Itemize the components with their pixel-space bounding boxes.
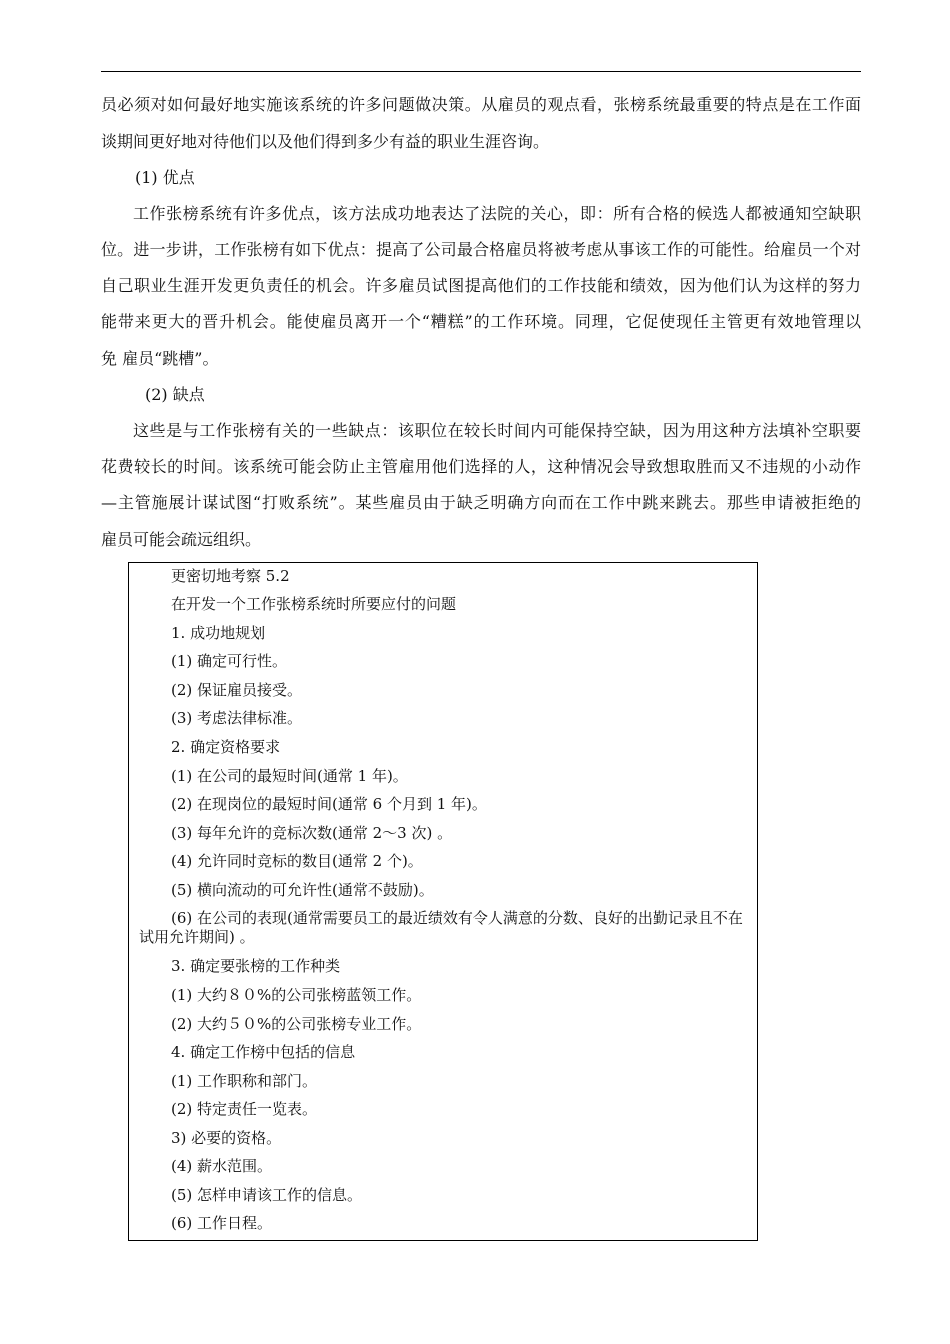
paragraph-line: 位。进一步讲，工作张榜有如下优点：提高了公司最合格雇员将被考虑从事该工作的可能性。给雇员一个对 — [101, 240, 861, 259]
paragraph-line: 能带来更大的晋升机会。能使雇员离开一个“糟糕”的工作环境。同理，它促使现任主管更有效地管理以 — [101, 312, 861, 331]
paragraph-line: 工作张榜系统有许多优点，该方法成功地表达了法院的关心，即：所有合格的候选人都被通知空缺职 — [133, 204, 861, 223]
paragraph-line: —主管施展计谋试图“打败系统”。某些雇员由于缺乏明确方向而在工作中跳来跳去。那些申请被拒绝的 — [101, 493, 861, 512]
box-list-item: (1) 大约８０%的公司张榜蓝领工作。 — [171, 986, 422, 1004]
paragraph-line: 自己职业生涯开发更负责任的机会。许多雇员试图提高他们的工作技能和绩效，因为他们认为这样的努力 — [101, 276, 861, 295]
box-subtitle: 在开发一个工作张榜系统时所要应付的问题 — [171, 595, 457, 613]
paragraph-line: 雇员可能会疏远组织。 — [101, 530, 262, 549]
paragraph-line: 员必须对如何最好地实施该系统的许多问题做决策。从雇员的观点看，张榜系统最重要的特点是在工作面 — [101, 95, 861, 114]
box-list-item: (3) 考虑法律标准。 — [171, 709, 303, 727]
box-section-heading: 1. 成功地规划 — [171, 624, 266, 642]
box-list-item: (4) 薪水范围。 — [171, 1157, 273, 1175]
box-list-item: (5) 横向流动的可允许性(通常不鼓励)。 — [171, 881, 434, 899]
box-list-item: (2) 在现岗位的最短时间(通常 6 个月到 1 年)。 — [171, 795, 487, 813]
section-heading-advantages: (1) 优点 — [135, 168, 195, 187]
paragraph-line: 花费较长的时间。该系统可能会防止主管雇用他们选择的人，这种情况会导致想取胜而又不违规的小动作 — [101, 457, 861, 476]
paragraph-line: 谈期间更好地对待他们以及他们得到多少有益的职业生涯咨询。 — [101, 132, 550, 151]
section-heading-disadvantages: (2) 缺点 — [145, 385, 205, 404]
box-list-item: (6) 工作日程。 — [171, 1214, 273, 1232]
paragraph-line: 免 雇员“跳槽”。 — [101, 349, 219, 368]
box-list-item: (2) 保证雇员接受。 — [171, 681, 303, 699]
box-list-item: (2) 大约５０%的公司张榜专业工作。 — [171, 1015, 422, 1033]
box-list-item: (3) 每年允许的竞标次数(通常 2～3 次) 。 — [171, 824, 453, 842]
box-list-item: 3) 必要的资格。 — [171, 1129, 282, 1147]
box-title: 更密切地考察 5.2 — [171, 567, 290, 585]
box-section-heading: 3. 确定要张榜的工作种类 — [171, 957, 341, 975]
box-section-heading: 4. 确定工作榜中包括的信息 — [171, 1043, 356, 1061]
paragraph-line: 这些是与工作张榜有关的一些缺点：该职位在较长时间内可能保持空缺，因为用这种方法填补空职要 — [133, 421, 861, 440]
box-list-item: (5) 怎样申请该工作的信息。 — [171, 1186, 363, 1204]
box-list-item: (1) 确定可行性。 — [171, 652, 288, 670]
box-list-item: (4) 允许同时竞标的数目(通常 2 个)。 — [171, 852, 423, 870]
sidebar-box — [128, 562, 758, 1241]
box-list-item: (2) 特定责任一览表。 — [171, 1100, 318, 1118]
box-list-item: (1) 在公司的最短时间(通常 1 年)。 — [171, 767, 408, 785]
box-section-heading: 2. 确定资格要求 — [171, 738, 281, 756]
box-list-item: (1) 工作职称和部门。 — [171, 1072, 318, 1090]
box-list-item: (6) 在公司的表现(通常需要员工的最近绩效有令人满意的分数、良好的出勤记录且不在试用允许期间) 。 — [139, 909, 743, 946]
header-rule — [101, 71, 861, 72]
